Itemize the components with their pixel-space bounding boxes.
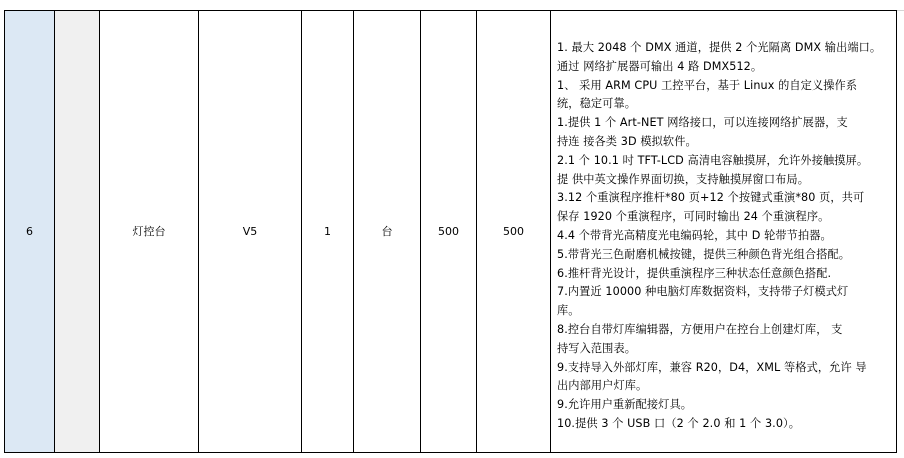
description-line: 出内部用户灯库。	[557, 379, 648, 393]
description-line: 9.支持导入外部灯库，兼容 R20，D4，XML 等格式，允许 导	[557, 360, 867, 374]
total-cell[interactable]: 500	[477, 11, 551, 453]
description-line: 持写入范围表。	[557, 341, 637, 355]
description-cell[interactable]	[551, 11, 897, 453]
description-line: 7.内置近 10000 种电脑灯库数据资料，支持带子灯模式灯	[557, 285, 849, 299]
unit-price-cell[interactable]: 500	[421, 11, 477, 453]
description-line: 统，稳定可靠。	[557, 97, 637, 111]
description-line: 6.推杆背光设计，提供重演程序三种状态任意颜色搭配.	[557, 266, 832, 280]
description-line: 9.允许用户重新配接灯具。	[557, 398, 693, 412]
spec-table	[4, 10, 897, 453]
description-line: 3.12 个重演程序推杆*80 页+12 个按键式重演*80 页，共可	[557, 191, 865, 205]
description-line: 4.4 个带背光高精度光电编码轮，其中 D 轮带节拍器。	[557, 228, 832, 242]
quantity-cell[interactable]: 1	[302, 11, 354, 453]
unit-cell[interactable]: 台	[354, 11, 421, 453]
description-line: 通过 网络扩展器可输出 4 路 DMX512。	[557, 59, 763, 73]
description-line: 库。	[557, 304, 580, 318]
description-line: 提 供中英文操作界面切换，支持触摸屏窗口布局。	[557, 172, 809, 186]
description-line: 8.控台自带灯库编辑器，方便用户在控台上创建灯库， 支	[557, 322, 843, 336]
description-line: 持连 接各类 3D 模拟软件。	[557, 134, 697, 148]
index-cell[interactable]: 6	[5, 11, 55, 453]
description-line: 1.提供 1 个 Art-NET 网络接口，可以连接网络扩展器，支	[557, 116, 848, 130]
description-line: 5.带背光三色耐磨机械按键，提供三种颜色背光组合搭配。	[557, 247, 851, 261]
description-line: 10.提供 3 个 USB 口（2 个 2.0 和 1 个 3.0）。	[557, 416, 801, 430]
table-row	[5, 11, 897, 453]
description-line: 1、 采用 ARM CPU 工控平台，基于 Linux 的自定义操作系	[557, 78, 858, 92]
blank-cell[interactable]	[55, 11, 100, 453]
description-line: 1. 最大 2048 个 DMX 通道，提供 2 个光隔离 DMX 输出端口。	[557, 41, 882, 54]
product-name-cell[interactable]: 灯控台	[100, 11, 199, 453]
model-cell[interactable]: V5	[199, 11, 302, 453]
gridline	[896, 10, 904, 11]
description-line: 保存 1920 个重演程序，可同时输出 24 个重演程序。	[557, 210, 830, 224]
description-line: 2.1 个 10.1 吋 TFT-LCD 高清电容触摸屏，允许外接触摸屏。	[557, 153, 869, 167]
